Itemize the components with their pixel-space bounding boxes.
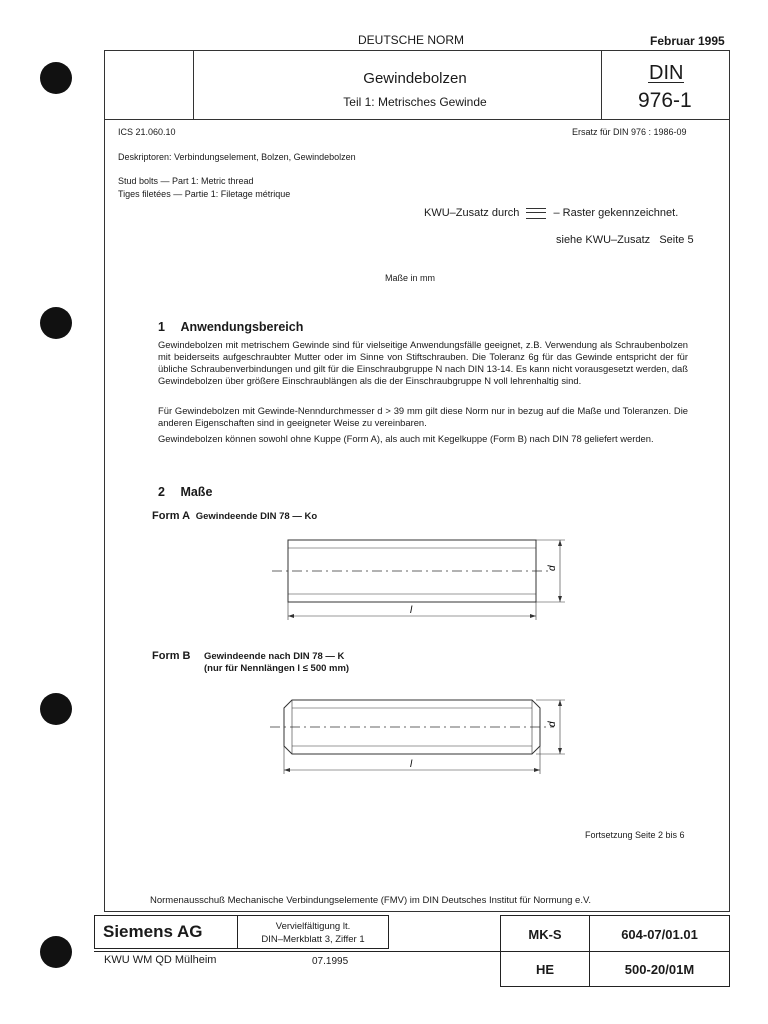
kwu-prefix: KWU–Zusatz durch (424, 207, 520, 219)
form-b-label: Form B (152, 650, 191, 662)
din-logo-text: DIN (649, 62, 684, 84)
footer-mk-code-cell (589, 915, 730, 952)
form-a-caption (152, 510, 317, 522)
arrow-head (288, 614, 294, 618)
arrow-head (534, 768, 540, 772)
dim-d-label: d (547, 721, 558, 727)
footer-company-cell (94, 915, 238, 949)
header-divider (105, 119, 729, 120)
dim-d-label: d (547, 565, 558, 571)
footer-company: Siemens AG (103, 922, 203, 941)
footer-mk: MK-S (528, 927, 562, 942)
form-b-drawing (260, 690, 580, 780)
punch-hole (40, 936, 72, 968)
arrow-head (558, 748, 562, 754)
form-a-drawing (260, 530, 580, 630)
publisher-line: Normenausschuß Mechanische Verbindungselemente (FMV) im DIN Deutsches Institut für Normung e.V. (150, 895, 592, 906)
arrow-head (558, 540, 562, 546)
footer-copy-line1: Vervielfältigung lt. (275, 921, 351, 932)
continuation-note: Fortsetzung Seite 2 bis 6 (585, 830, 685, 840)
header-divider (601, 51, 602, 119)
section1-paragraph: Für Gewindebolzen mit Gewinde-Nenndurchmesser d > 39 mm gilt diese Norm nur in bezug auf die Maße und Toleranzen. Die anderen Eigenschaften sind in geeigneter Weise zu vereinbaren. (158, 405, 688, 428)
document-title: Gewindebolzen (363, 70, 467, 87)
arrow-head (558, 700, 562, 706)
form-a-desc: Gewindeende DIN 78 — Ko (195, 511, 318, 522)
kwu-see: siehe KWU–Zusatz Seite 5 (556, 234, 694, 246)
punch-hole (40, 307, 72, 339)
norm-type: DEUTSCHE NORM (358, 33, 465, 47)
footer-mk-code: 604-07/01.01 (621, 927, 698, 942)
footer-dept: KWU WM QD Mülheim (104, 954, 217, 966)
norm-date: Februar 1995 (650, 34, 725, 48)
footer-he-code-cell (589, 951, 730, 987)
form-a-label: Form A (152, 510, 190, 522)
punch-hole (40, 693, 72, 725)
arrow-head (558, 596, 562, 602)
section1-number: 1 (158, 320, 165, 334)
deskriptoren: Deskriptoren: Verbindungselement, Bolzen, Gewindebolzen (118, 152, 356, 162)
raster-icon (526, 208, 546, 219)
arrow-head (284, 768, 290, 772)
units-note: Maße in mm (385, 273, 436, 283)
section1-title: Anwendungsbereich (180, 320, 304, 334)
french-title: Tiges filetées — Partie 1: Filetage métrique (118, 189, 291, 199)
english-title: Stud bolts — Part 1: Metric thread (118, 176, 254, 186)
document-subtitle: Teil 1: Metrisches Gewinde (343, 95, 487, 109)
section1-heading (158, 320, 303, 334)
kwu-note (424, 207, 678, 219)
footer-dept-date: 07.1995 (312, 956, 349, 967)
section2-title: Maße (180, 485, 213, 499)
footer-line (94, 951, 501, 952)
dim-l-label: l (410, 759, 413, 770)
dim-l-label: l (410, 605, 413, 616)
arrow-head (530, 614, 536, 618)
footer-mk-cell (500, 915, 590, 952)
footer-copy-cell (237, 915, 389, 949)
section1-paragraph: Gewindebolzen können sowohl ohne Kuppe (Form A), als auch mit Kegelkuppe (Form B) nach DIN 78 geliefert werden. (158, 433, 654, 444)
ics-code: ICS 21.060.10 (118, 127, 176, 137)
section1-paragraph: Gewindebolzen mit metrischem Gewinde sind für vielseitige Anwendungsfälle geeignet, z.B. Verwendung als Schraubenbolzen mit beiderseits aufgeschraubter Mutter oder im Sinne von Stiftschrauben. Die Toleranz 6g für das Gewinde entspricht der für übliche Schraubenverbindungen und gilt für die Einschraubgruppe N nach DIN 13-14. Es kann nicht vorausgesetzt werden, daß Gewindebolzen über größere Einschraublängen als die der Einschraubgruppe N voll lehrenhaltig sind. (158, 339, 688, 386)
header-divider (193, 51, 194, 119)
footer-he-cell (500, 951, 590, 987)
form-b-desc: Gewindeende nach DIN 78 — K (204, 651, 345, 662)
ersatz-note: Ersatz für DIN 976 : 1986-09 (572, 127, 687, 137)
din-logo (648, 64, 684, 83)
form-b-note: (nur für Nennlängen l ≤ 500 mm) (204, 663, 350, 674)
section2-heading (158, 485, 212, 499)
section2-number: 2 (158, 485, 165, 499)
punch-hole (40, 62, 72, 94)
footer-he: HE (535, 962, 555, 977)
footer-copy-line2: DIN–Merkblatt 3, Ziffer 1 (261, 934, 365, 945)
din-number: 976-1 (638, 89, 692, 112)
footer-he-code: 500-20/01M (624, 962, 695, 977)
kwu-suffix: – Raster gekennzeichnet. (553, 207, 679, 219)
form-b-caption (152, 650, 191, 662)
